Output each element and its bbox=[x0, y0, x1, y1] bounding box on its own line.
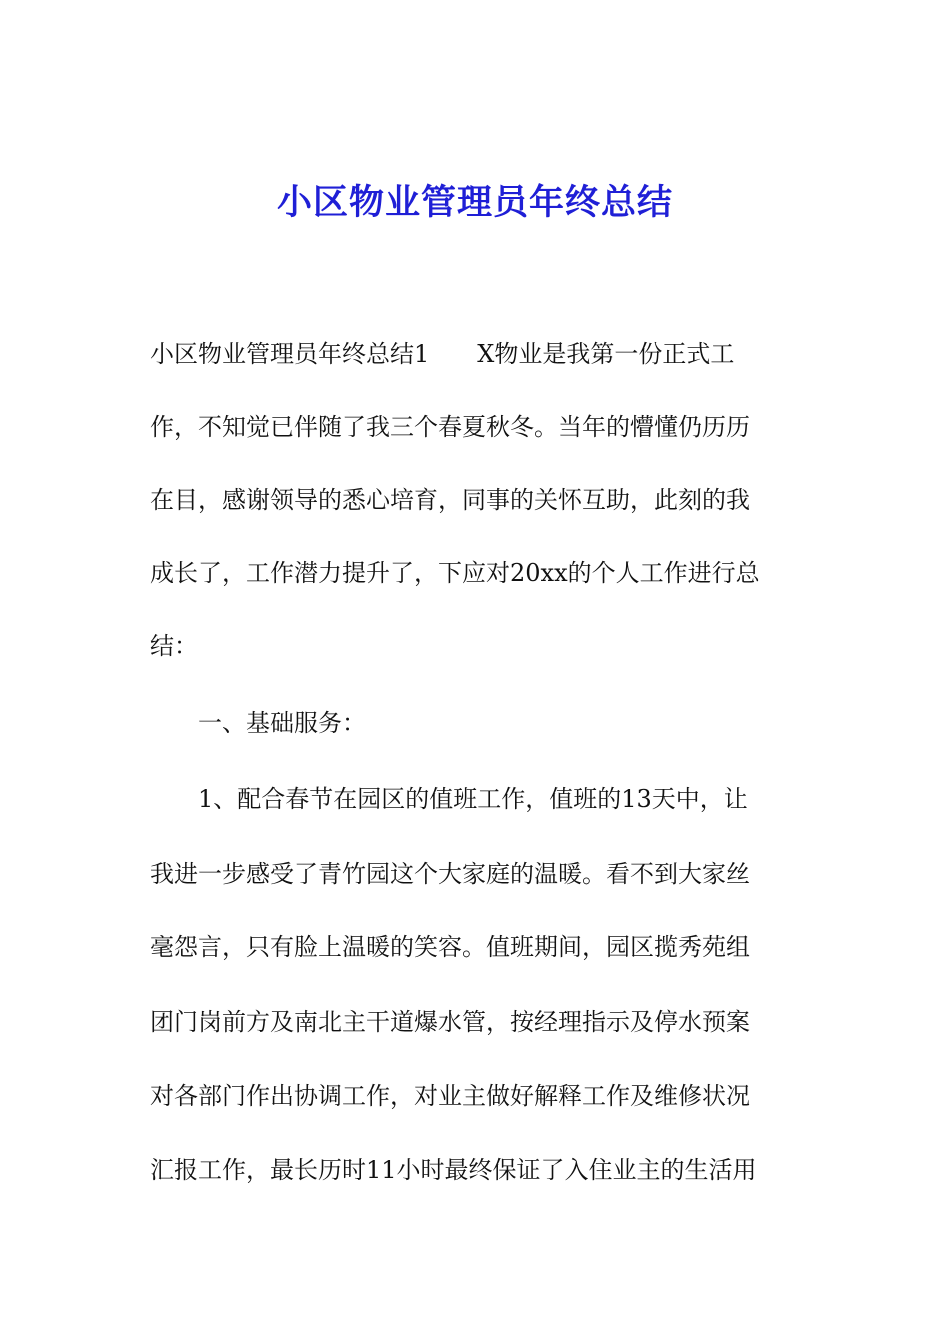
body-line: 汇报工作，最长历时11小时最终保证了入住业主的生活用 bbox=[150, 1156, 757, 1184]
body-line: 作，不知觉已伴随了我三个春夏秋冬。当年的懵懂仍历历 bbox=[150, 413, 750, 441]
body-line: 结： bbox=[150, 632, 198, 660]
body-line: 小区物业管理员年终总结1 X物业是我第一份正式工 bbox=[150, 340, 735, 368]
body-line: 成长了，工作潜力提升了，下应对20xx的个人工作进行总 bbox=[150, 559, 760, 587]
document-title: 小区物业管理员年终总结 bbox=[276, 183, 673, 223]
body-line: 毫怨言，只有脸上温暖的笑容。值班期间，园区揽秀苑组 bbox=[150, 933, 750, 961]
body-line: 对各部门作出协调工作，对业主做好解释工作及维修状况 bbox=[150, 1082, 750, 1110]
body-line: 团门岗前方及南北主干道爆水管，按经理指示及停水预案 bbox=[150, 1008, 750, 1036]
body-line: 1、配合春节在园区的值班工作，值班的13天中，让 bbox=[150, 785, 748, 813]
body-line: 在目，感谢领导的悉心培育，同事的关怀互助，此刻的我 bbox=[150, 486, 750, 514]
body-line: 我进一步感受了青竹园这个大家庭的温暖。看不到大家丝 bbox=[150, 860, 750, 888]
section-heading: 一、基础服务： bbox=[150, 709, 366, 737]
